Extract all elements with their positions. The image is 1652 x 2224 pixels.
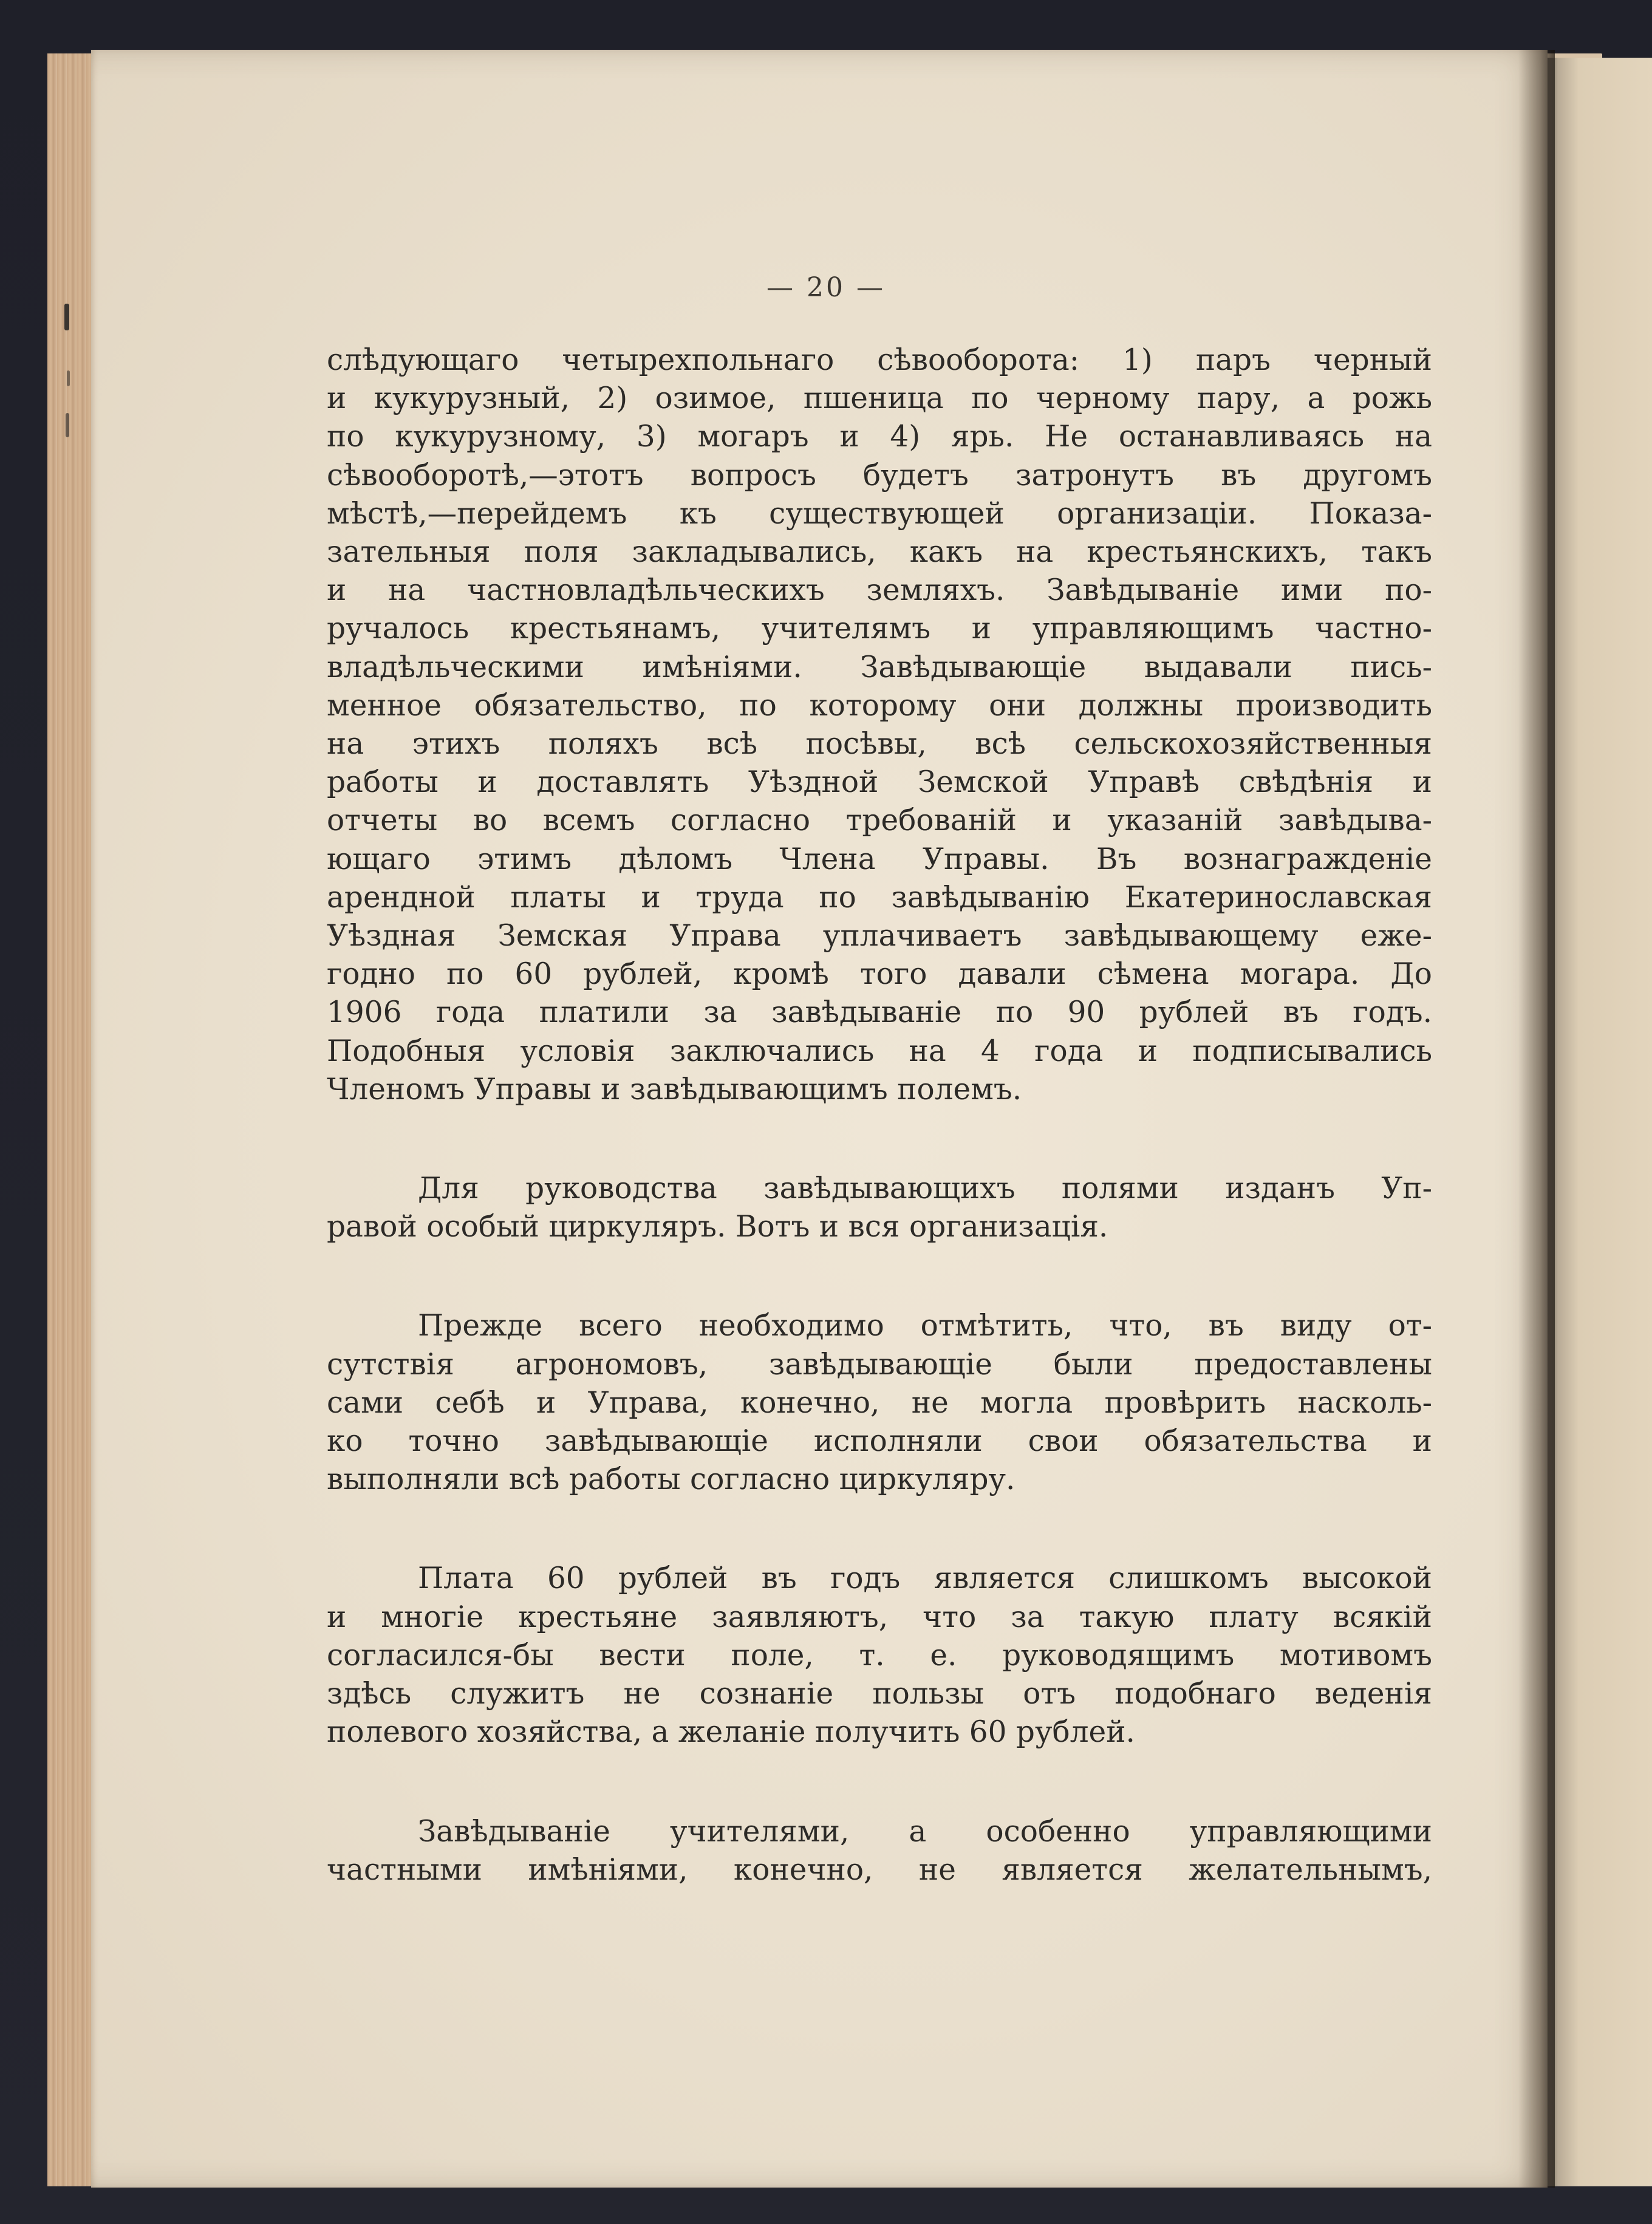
paragraph-1	[327, 341, 1432, 1109]
text-line: Уѣздная Земская Управа уплачиваетъ завѣдывающему еже-	[327, 919, 1432, 953]
paragraph-3	[327, 1307, 1432, 1499]
text-line: менное обязательство, по которому они должны производить	[327, 688, 1432, 723]
text-line: Прежде всего необходимо отмѣтить, что, въ виду от-	[418, 1309, 1432, 1343]
text-line: Членомъ Управы и завѣдывающимъ полемъ.	[327, 1072, 1022, 1107]
text-line: сѣвооборотѣ,—этотъ вопросъ будетъ затронутъ въ другомъ	[327, 458, 1432, 493]
paragraph-gap	[327, 1109, 1432, 1170]
margin-ink-mark	[66, 413, 69, 437]
text-line: и кукурузный, 2) озимое, пшеница по черному пару, а рожь	[327, 381, 1432, 416]
text-line: 1906 года платили за завѣдываніе по 90 рублей въ годъ.	[327, 995, 1432, 1030]
page-body-text	[327, 341, 1432, 1889]
gutter-shadow	[1518, 50, 1555, 2188]
text-line: частными имѣніями, конечно, не является желательнымъ,	[327, 1852, 1432, 1887]
paragraph-2	[327, 1170, 1432, 1246]
text-line: равой особый циркуляръ. Вотъ и вся организація.	[327, 1210, 1108, 1244]
text-line: владѣльческими имѣніями. Завѣдывающіе выдавали пись-	[327, 650, 1432, 684]
text-line: и многіе крестьяне заявляютъ, что за такую плату всякій	[327, 1600, 1432, 1634]
text-line: на этихъ поляхъ всѣ посѣвы, всѣ сельскохозяйственныя	[327, 727, 1432, 762]
text-line: ющаго этимъ дѣломъ Члена Управы. Въ вознагражденіе	[327, 842, 1432, 876]
paragraph-gap	[327, 1499, 1432, 1560]
text-line: отчеты во всемъ согласно требованій и указаній завѣдыва-	[327, 803, 1432, 838]
text-line: мѣстѣ,—перейдемъ къ существующей организаціи. Показа-	[327, 496, 1432, 531]
text-line: сами себѣ и Управа, конечно, не могла провѣрить насколь-	[327, 1385, 1432, 1420]
text-line: согласился-бы вести поле, т. е. руководящимъ мотивомъ	[327, 1638, 1432, 1673]
text-line: Подобныя условія заключались на 4 года и подписывались	[327, 1034, 1432, 1068]
margin-ink-mark	[67, 370, 70, 386]
paragraph-5	[327, 1813, 1432, 1889]
paragraph-gap	[327, 1752, 1432, 1813]
text-line: Для руководства завѣдывающихъ полями изданъ Уп-	[418, 1172, 1432, 1206]
text-line: сутствія агрономовъ, завѣдывающіе были предоставлены	[327, 1347, 1432, 1382]
text-line: ручалось крестьянамъ, учителямъ и управляющимъ частно-	[327, 612, 1432, 646]
text-line: здѣсь служитъ не сознаніе пользы отъ подобнаго веденія	[327, 1677, 1432, 1711]
text-line: по кукурузному, 3) могаръ и 4) ярь. Не останавливаясь на	[327, 420, 1432, 454]
page-number: — 20 —	[766, 272, 886, 303]
page-edges-left	[47, 53, 96, 2186]
paragraph-4	[327, 1560, 1432, 1752]
text-line: полевого хозяйства, а желаніе получить 60 рублей.	[327, 1715, 1135, 1750]
margin-ink-mark	[64, 304, 69, 330]
facing-page-edge	[1548, 58, 1652, 2186]
text-line: и на частновладѣльческихъ земляхъ. Завѣдываніе ими по-	[327, 573, 1432, 608]
text-line: ко точно завѣдывающіе исполняли свои обязательства и	[327, 1424, 1432, 1459]
text-line: зательныя поля закладывались, какъ на крестьянскихъ, такъ	[327, 535, 1432, 570]
text-line: арендной платы и труда по завѣдыванію Екатеринославская	[327, 880, 1432, 915]
text-line: работы и доставлять Уѣздной Земской Управѣ свѣдѣнія и	[327, 765, 1432, 800]
paragraph-gap	[327, 1246, 1432, 1307]
text-line: Завѣдываніе учителями, а особенно управляющими	[418, 1814, 1432, 1849]
text-line: выполняли всѣ работы согласно циркуляру.	[327, 1462, 1015, 1497]
text-line: Плата 60 рублей въ годъ является слишкомъ высокой	[418, 1561, 1432, 1596]
text-line: слѣдующаго четырехпольнаго сѣвооборота: 1) паръ черный	[327, 343, 1432, 377]
text-line: годно по 60 рублей, кромѣ того давали сѣмена могара. До	[327, 957, 1432, 992]
